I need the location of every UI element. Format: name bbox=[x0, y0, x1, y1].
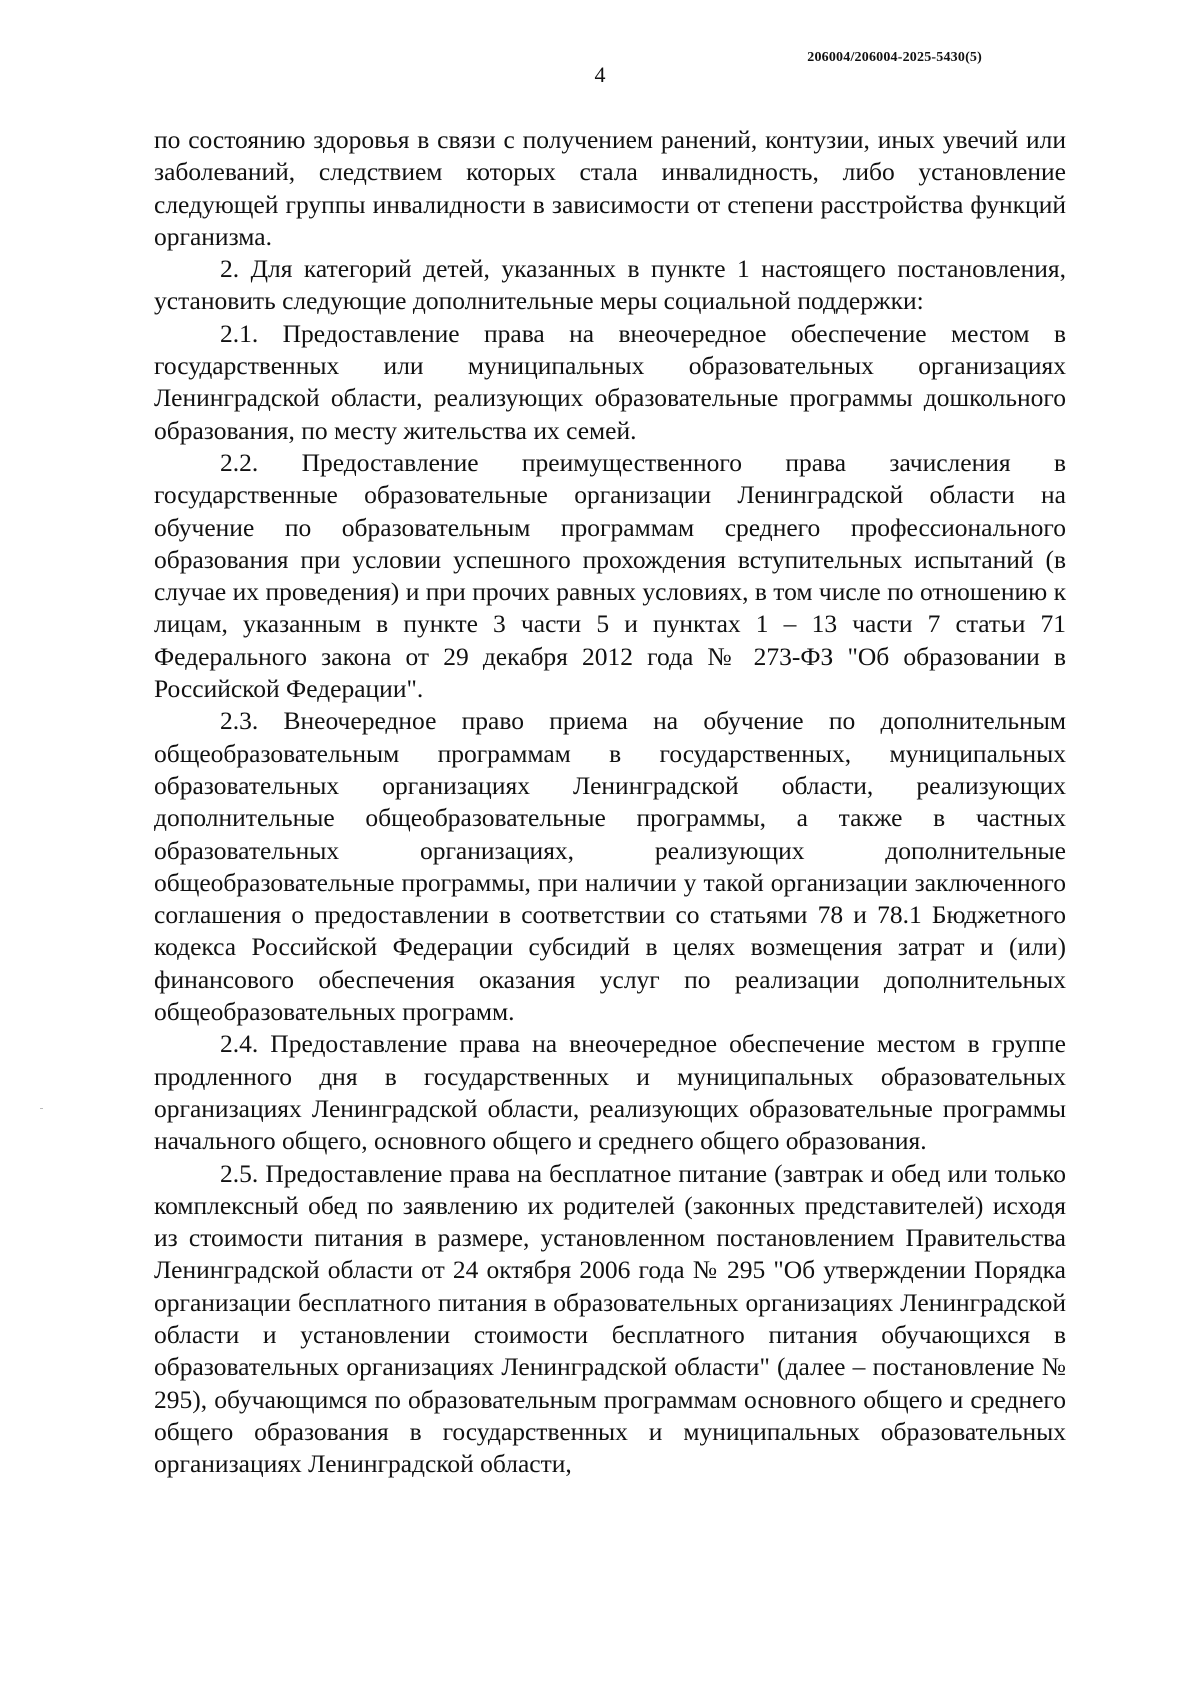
page-number: 4 bbox=[594, 62, 606, 87]
paragraph-item-2-2: 2.2. Предоставление преимущественного права зачисления в государственные образовательные организации Ленинградской области на обучение по образовательным программам среднего профессионального образования при условии успешного прохождения вступительных испытаний (в случае их проведения) и при прочих равных условиях, в том числе по отношению к лицам, указанным в пункте 3 части 5 и пунктах 1 – 13 части 7 статьи 71 Федерального закона от 29 декабря 2012 года № 273-ФЗ "Об образовании в Российской Федерации". bbox=[154, 447, 1066, 704]
paragraph-item-2-3: 2.3. Внеочередное право приема на обучение по дополнительным общеобразовательным программам в государственных, муниципальных образовательных организациях Ленинградской области, реализующих дополнительные общеобразовательные программы, а также в частных образовательных организациях, реализующих дополнительные общеобразовательные программы, при наличии у такой организации заключенного соглашения о предоставлении в соответствии со статьями 78 и 78.1 Бюджетного кодекса Российской Федерации субсидий в целях возмещения затрат и (или) финансового обеспечения оказания услуг по реализации дополнительных общеобразовательных программ. bbox=[154, 706, 1066, 1027]
document-body bbox=[154, 124, 1066, 1480]
document-id: 206004/206004-2025-5430(5) bbox=[807, 50, 982, 65]
paragraph-item-2-1: 2.1. Предоставление права на внеочередное обеспечение местом в государственных или муниципальных образовательных организациях Ленинградской области, реализующих образовательные программы дошкольного образования, по месту жительства их семей. bbox=[154, 318, 1066, 445]
margin-mark bbox=[40, 1108, 43, 1109]
paragraph-item-2: 2. Для категорий детей, указанных в пункте 1 настоящего постановления, установить следующие дополнительные меры социальной поддержки: bbox=[154, 254, 1066, 316]
paragraph-item-2-4: 2.4. Предоставление права на внеочередное обеспечение местом в группе продленного дня в государственных и муниципальных образовательных организациях Ленинградской области, реализующих образовательные программы начального общего, основного общего и среднего общего образования. bbox=[154, 1029, 1066, 1156]
paragraph-continued: по состоянию здоровья в связи с получением ранений, контузии, иных увечий или заболеваний, следствием которых стала инвалидность, либо установление следующей группы инвалидности в зависимости от степени расстройства функций организма. bbox=[154, 125, 1066, 251]
paragraph-item-2-5: 2.5. Предоставление права на бесплатное питание (завтрак и обед или только комплексный обед по заявлению их родителей (законных представителей) исходя из стоимости питания в размере, установленном постановлением Правительства Ленинградской области от 24 октября 2006 года № 295 "Об утверждении Порядка организации бесплатного питания в образовательных организациях Ленинградской области и установлении стоимости бесплатного питания обучающихся в образовательных организациях Ленинградской области" (далее – постановление № 295), обучающимся по образовательным программам основного общего и среднего общего образования в государственных и муниципальных образовательных организациях Ленинградской области, bbox=[154, 1158, 1066, 1479]
